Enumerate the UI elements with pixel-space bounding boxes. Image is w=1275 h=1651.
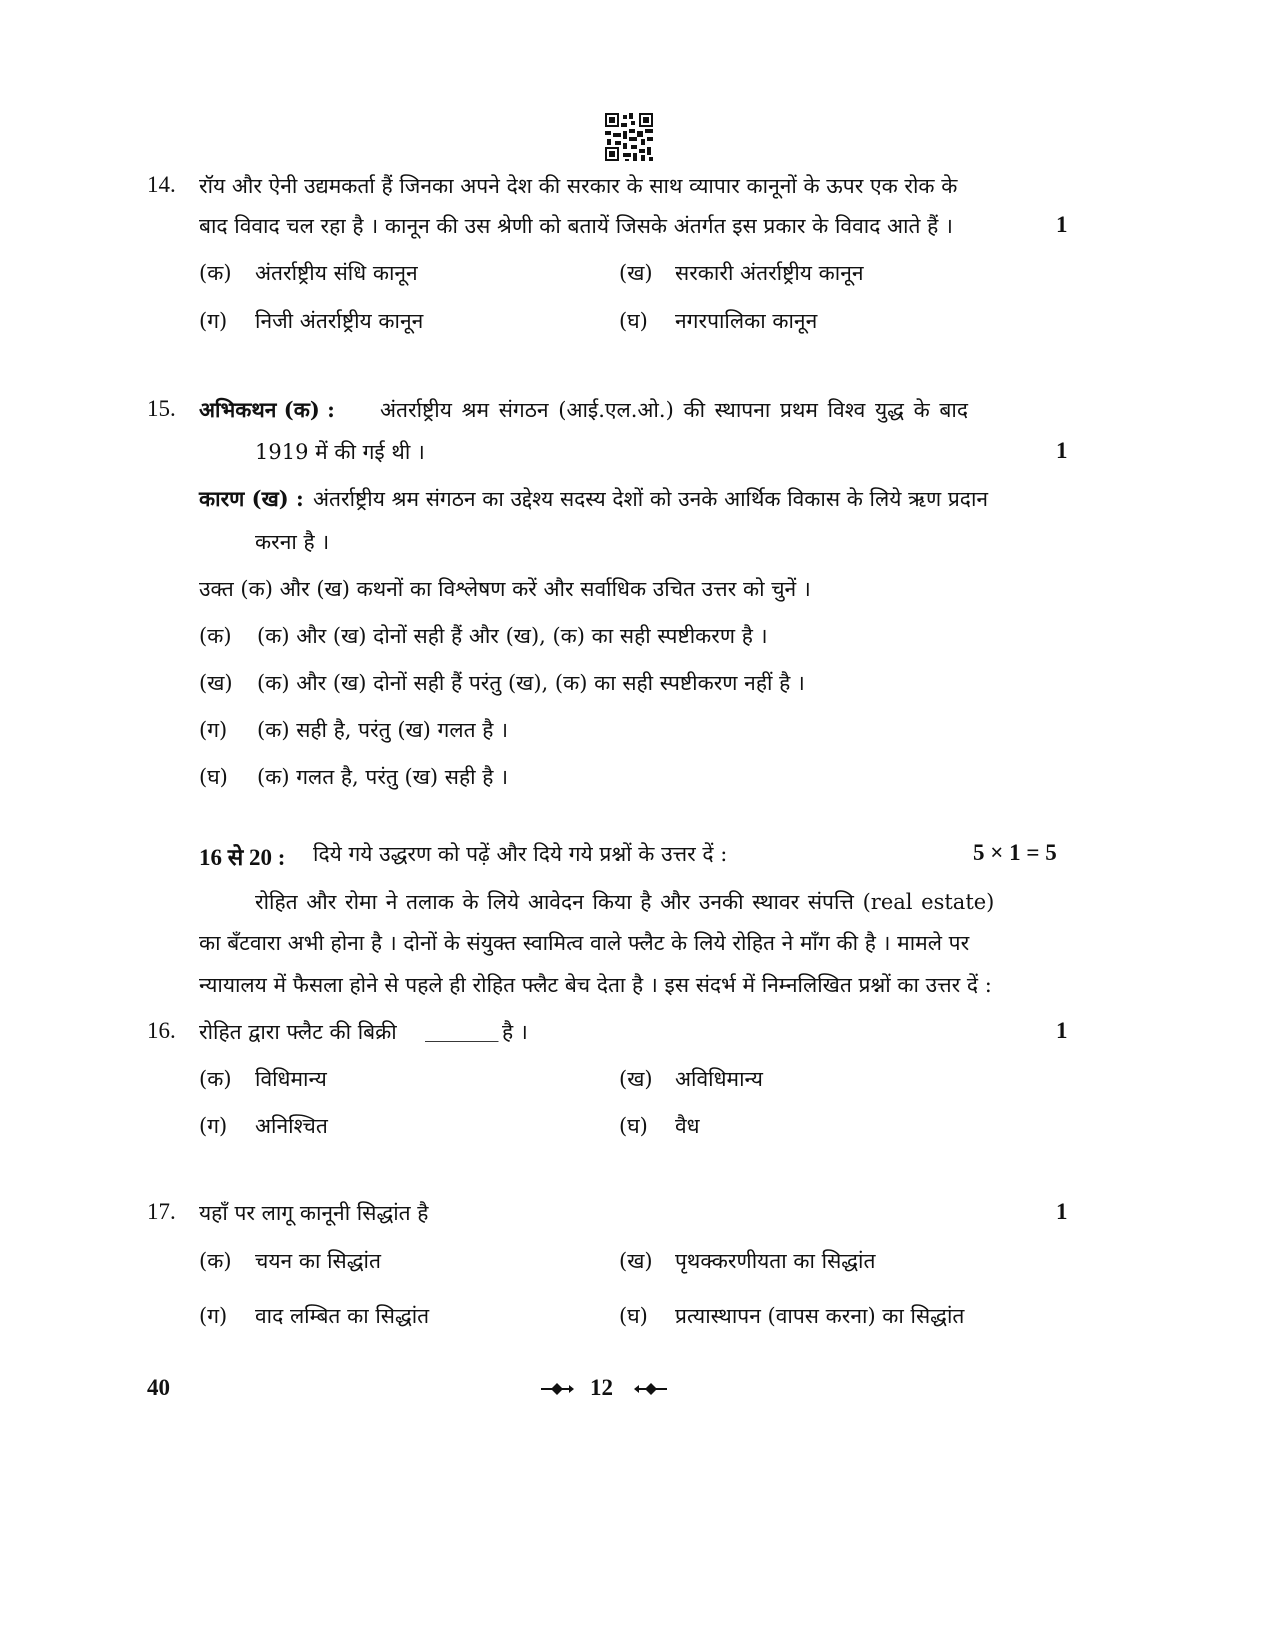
q16-option-text: अविधिमान्य <box>675 1067 763 1091</box>
q17-marks: 1 <box>1056 1199 1068 1224</box>
q15-option-text: (क) और (ख) दोनों सही हैं परंतु (ख), (क) का सही स्पष्टीकरण नहीं है । <box>257 671 805 695</box>
q17-option-text: चयन का सिद्धांत <box>255 1249 381 1273</box>
case-paragraph-line3: न्यायालय में फैसला होने से पहले ही रोहित फ्लैट बेच देता है । इस संदर्भ में निम्नलिखित प्रश्नों का उत्तर दें : <box>199 973 992 997</box>
case-paragraph-line2: का बँटवारा अभी होना है । दोनों के संयुक्त स्वामित्व वाले फ्लैट के लिये रोहित ने माँग की है । मामले पर <box>199 931 970 955</box>
q17-option-label: (ख) <box>619 1249 653 1273</box>
q15-instruction: उक्त (क) और (ख) कथनों का विश्लेषण करें और सर्वाधिक उचित उत्तर को चुनें । <box>199 577 811 601</box>
q14-option-text: अंतर्राष्ट्रीय संधि कानून <box>255 261 418 285</box>
q16-marks: 1 <box>1056 1018 1068 1043</box>
q15-marks: 1 <box>1056 438 1068 463</box>
q16-blank: _______ <box>425 1018 499 1042</box>
q15-option-label: (क) <box>199 624 232 648</box>
q14-option-label: (ख) <box>619 261 653 285</box>
paper-code: 40 <box>147 1375 170 1400</box>
right-ornament-icon <box>633 1382 667 1396</box>
q16-option-text: वैध <box>675 1114 700 1138</box>
q17-option-text: वाद लम्बित का सिद्धांत <box>255 1304 430 1328</box>
q14-text-line2: बाद विवाद चल रहा है । कानून की उस श्रेणी को बतायें जिसके अंतर्गत इस प्रकार के विवाद आते हैं । <box>199 214 953 238</box>
q15-assertion-line2: 1919 में की गई थी । <box>255 440 425 464</box>
q17-option-text: पृथक्करणीयता का सिद्धांत <box>675 1249 876 1273</box>
q15-option-label: (घ) <box>199 765 228 789</box>
q14-option-text: नगरपालिका कानून <box>675 309 818 333</box>
case-marks: 5 × 1 = 5 <box>973 840 1057 865</box>
q15-option-label: (ख) <box>199 671 233 695</box>
q16-option-label: (ग) <box>199 1114 228 1138</box>
q17-option-text: प्रत्यास्थापन (वापस करना) का सिद्धांत <box>675 1304 965 1328</box>
q14-number: 14. <box>147 172 176 197</box>
q15-assertion-line1: अंतर्राष्ट्रीय श्रम संगठन (आई.एल.ओ.) की स्थापना प्रथम विश्व युद्ध के बाद <box>380 398 969 422</box>
q14-option-text: सरकारी अंतर्राष्ट्रीय कानून <box>675 261 864 285</box>
q17-text: यहाँ पर लागू कानूनी सिद्धांत है <box>199 1201 429 1225</box>
q15-option-text: (क) गलत है, परंतु (ख) सही है । <box>257 765 509 789</box>
q15-option-text: (क) और (ख) दोनों सही हैं और (ख), (क) का सही स्पष्टीकरण है । <box>257 624 768 648</box>
q14-text-line1: रॉय और ऐनी उद्यमकर्ता हैं जिनका अपने देश की सरकार के साथ व्यापार कानूनों के ऊपर एक रोक के <box>199 174 958 198</box>
case-paragraph-line1: रोहित और रोमा ने तलाक के लिये आवेदन किया है और उनकी स्थावर संपत्ति (real estate) <box>255 890 995 914</box>
q14-option-label: (घ) <box>619 309 648 333</box>
q16-text-after: है । <box>502 1020 528 1044</box>
q15-reason-line1: अंतर्राष्ट्रीय श्रम संगठन का उद्देश्य सदस्य देशों को उनके आर्थिक विकास के लिये ऋण प्रदान <box>313 487 989 511</box>
q16-option-text: विधिमान्य <box>255 1067 327 1091</box>
q17-option-label: (ग) <box>199 1304 228 1328</box>
q15-reason-label: कारण (ख) : <box>199 486 304 511</box>
case-heading: 16 से 20 : <box>199 845 286 870</box>
case-heading-text: दिये गये उद्धरण को पढ़ें और दिये गये प्रश्नों के उत्तर दें : <box>313 842 728 866</box>
q15-option-text: (क) सही है, परंतु (ख) गलत है । <box>257 718 509 742</box>
q16-option-label: (ख) <box>619 1067 653 1091</box>
q15-option-label: (ग) <box>199 718 228 742</box>
q14-option-text: निजी अंतर्राष्ट्रीय कानून <box>255 309 424 333</box>
q15-number: 15. <box>147 396 176 421</box>
q15-assertion-label: अभिकथन (क) : <box>199 397 335 422</box>
q17-option-label: (घ) <box>619 1304 648 1328</box>
qr-code-icon <box>605 113 653 161</box>
page-number: 12 <box>590 1375 613 1400</box>
q16-text-before: रोहित द्वारा फ्लैट की बिक्री <box>199 1020 397 1044</box>
q17-number: 17. <box>147 1199 176 1224</box>
left-ornament-icon <box>541 1382 575 1396</box>
q16-option-text: अनिश्चित <box>255 1114 328 1138</box>
q14-marks: 1 <box>1056 212 1068 237</box>
q14-option-label: (क) <box>199 261 232 285</box>
q16-option-label: (क) <box>199 1067 232 1091</box>
q14-option-label: (ग) <box>199 309 228 333</box>
q17-option-label: (क) <box>199 1249 232 1273</box>
q16-number: 16. <box>147 1018 176 1043</box>
q16-option-label: (घ) <box>619 1114 648 1138</box>
q15-reason-line2: करना है । <box>255 530 330 554</box>
